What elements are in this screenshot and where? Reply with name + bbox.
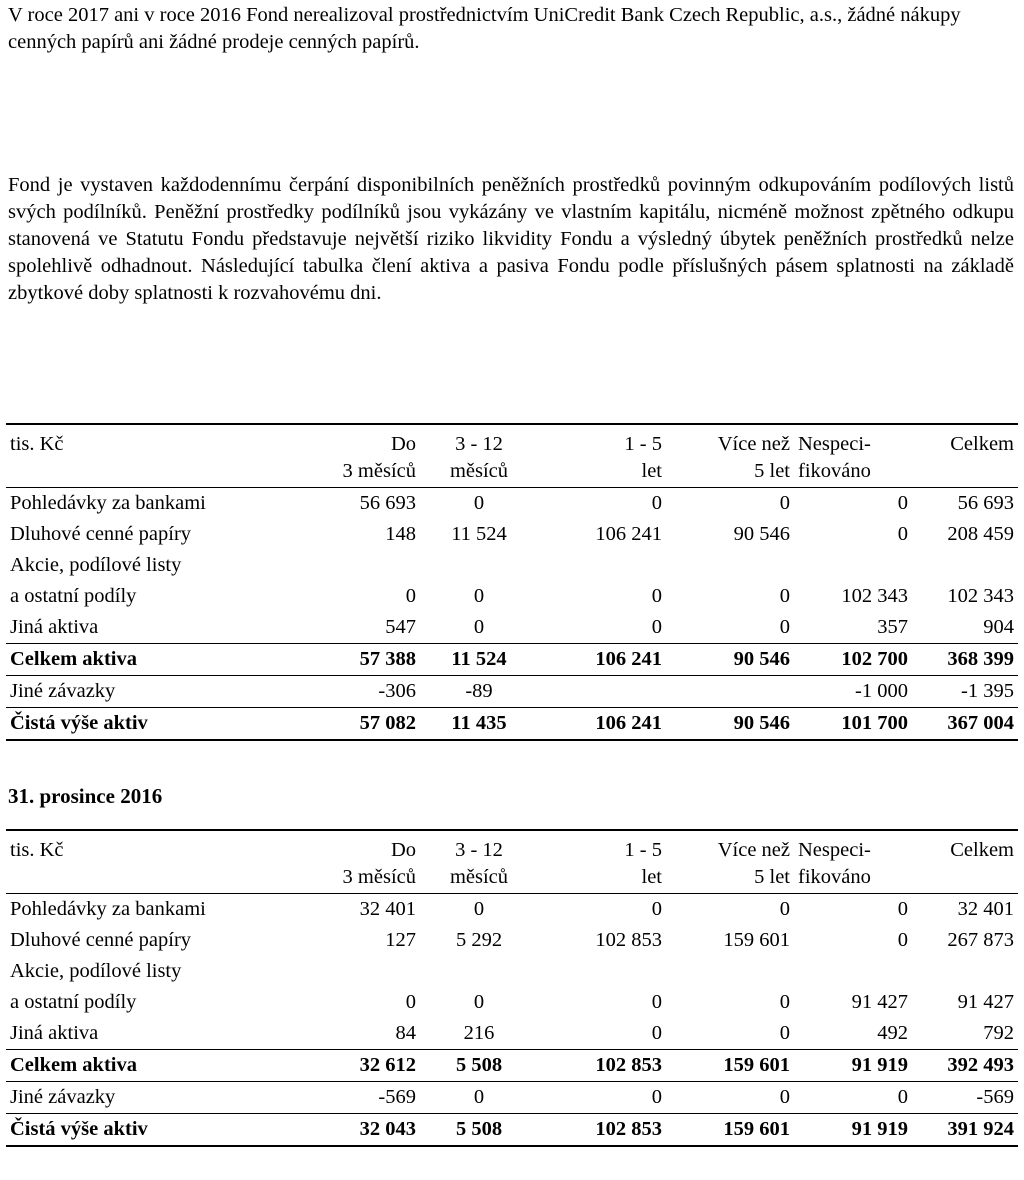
cell: 32 043 [306,1114,420,1147]
cell: 106 241 [595,523,662,545]
table-row [6,550,1018,581]
col-subheader-mesicu: měsíců [420,458,538,488]
cell: 0 [473,492,485,514]
row-label: Celkem aktiva [6,1050,306,1082]
cell: 84 [306,1018,420,1050]
cell: 0 [666,612,794,644]
table-row [6,581,1018,612]
col-subheader-mesicu: měsíců [420,864,538,894]
col-header-do: Do [306,830,420,864]
col-subheader-fikovano: fikováno [794,458,912,488]
row-label: Čistá výše aktiv [6,1114,306,1147]
table-row [6,956,1018,987]
cell: 102 853 [538,1050,666,1082]
cell: -569 [306,1082,420,1114]
cell [912,956,1018,987]
cell: 0 [651,492,662,514]
cell: 547 [306,612,420,644]
cell: 5 508 [420,1050,538,1082]
cell: 90 546 [666,708,794,741]
cell: 90 546 [666,644,794,676]
cell: 0 [779,898,790,920]
cell: 0 [779,991,790,1013]
cell [420,956,538,987]
cell: 11 524 [420,644,538,676]
row-label: a ostatní podíly [10,991,137,1013]
cell: 11 435 [420,708,538,741]
section-title-2016: 31. prosince 2016 [8,784,163,808]
cell: -1 395 [912,676,1018,708]
cell: 102 343 [841,585,908,607]
cell: 91 919 [794,1050,912,1082]
cell: 57 388 [306,644,420,676]
cell: 91 427 [851,991,908,1013]
row-label: Celkem aktiva [6,644,306,676]
cell: 792 [912,1018,1018,1050]
cell [666,956,794,987]
cell: 904 [912,612,1018,644]
cell: 32 401 [359,898,416,920]
cell: 102 343 [947,585,1014,607]
cell [306,956,420,987]
row-label: Dluhové cenné papíry [10,523,192,545]
cell: 91 427 [957,991,1014,1013]
cell [420,550,538,581]
cell: 5 508 [420,1114,538,1147]
cell: 127 [385,929,416,951]
cell: 0 [897,492,908,514]
col-subheader-3-mesicu: 3 měsíců [306,864,420,894]
cell: -569 [912,1082,1018,1114]
cell: 0 [405,991,416,1013]
cell: 0 [420,1082,538,1114]
row-label: Jiné závazky [6,676,306,708]
cell: 102 853 [538,1114,666,1147]
col-header-nespeci: Nespeci- [794,830,912,864]
cell: 0 [666,1082,794,1114]
cell: 106 241 [538,644,666,676]
cell [538,676,666,708]
row-label: Jiná aktiva [6,1018,306,1050]
col-header-vice-nez: Více než [666,830,794,864]
col-subheader-3-mesicu: 3 měsíců [306,458,420,488]
cell: 0 [666,1018,794,1050]
col-subheader-fikovano: fikováno [794,864,912,894]
cell: 32 612 [306,1050,420,1082]
row-label: Pohledávky za bankami [10,492,206,514]
cell: 0 [538,1082,666,1114]
cell: 91 919 [794,1114,912,1147]
table-row [6,1018,1018,1050]
cell [538,550,666,581]
cell: 367 004 [912,708,1018,741]
cell: -1 000 [794,676,912,708]
row-label: Pohledávky za bankami [10,898,206,920]
cell [666,550,794,581]
col-header-1-5: 1 - 5 [538,830,666,864]
cell: 0 [405,585,416,607]
cell: 492 [794,1018,912,1050]
table-row [6,488,1018,520]
col-header-celkem: Celkem [912,424,1018,458]
cell [306,550,420,581]
cell: 0 [897,929,908,951]
cell: -89 [420,676,538,708]
col-subheader-celkem [912,864,1018,894]
cell: 0 [651,991,662,1013]
cell: 0 [473,991,485,1013]
cell: 0 [897,523,908,545]
cell: 159 601 [666,1050,794,1082]
col-header-nespeci: Nespeci- [794,424,912,458]
cell: 102 853 [595,929,662,951]
total-row [6,644,1018,676]
cell [538,956,666,987]
cell: 267 873 [947,929,1014,951]
col-header-3-12: 3 - 12 [420,830,538,864]
cell: 391 924 [912,1114,1018,1147]
cell: 57 082 [306,708,420,741]
maturity-table-2017 [6,423,1018,741]
cell: 0 [651,585,662,607]
col-header-1-5: 1 - 5 [538,424,666,458]
cell: 56 693 [359,492,416,514]
col-subheader-5-let: 5 let [666,458,794,488]
cell: 90 546 [733,523,790,545]
row-label: a ostatní podíly [10,585,137,607]
cell: 0 [779,492,790,514]
row-label: Dluhové cenné papíry [10,929,192,951]
table-row [6,519,1018,550]
intro-paragraph-1: V roce 2017 ani v roce 2016 Fond nerealizoval prostřednictvím UniCredit Bank Czech Republic, a.s., žádné nákupy cenných papírů ani žádné prodeje cenných papírů. [8,4,961,53]
cell [794,550,912,581]
table-row [6,676,1018,708]
unit-header: tis. Kč [6,830,306,864]
cell: 0 [473,898,485,920]
cell: 368 399 [912,644,1018,676]
cell [666,676,794,708]
col-header-do: Do [306,424,420,458]
cell: -306 [306,676,420,708]
row-label: Akcie, podílové listy [10,554,182,576]
table-row [6,612,1018,644]
col-header-3-12: 3 - 12 [420,424,538,458]
cell: 5 292 [455,929,503,951]
cell [912,550,1018,581]
row-label: Čistá výše aktiv [6,708,306,741]
cell: 0 [473,585,485,607]
net-assets-row [6,1114,1018,1147]
col-subheader-5-let: 5 let [666,864,794,894]
table-row [6,894,1018,926]
col-subheader-let: let [538,458,666,488]
cell: 0 [651,898,662,920]
intro-paragraph-2: Fond je vystaven každodennímu čerpání disponibilních peněžních prostředků povinným odkupováním podílových listů svých podílníků. Peněžní prostředky podílníků jsou vykázány ve vlastním kapitálu, nicméně možnost zpětného odkupu stanovená ve Statutu Fondu představuje největší riziko likvidity Fondu a výsledný úbytek peněžních prostředků nelze spolehlivě odhadnout. Následující tabulka člení aktiva a pasiva Fondu podle příslušných pásem splatnosti na základě zbytkové doby splatnosti k rozvahovému dni. [8,174,1014,304]
col-subheader-let: let [538,864,666,894]
cell: 0 [420,612,538,644]
cell: 208 459 [947,523,1014,545]
maturity-table-2016 [6,829,1018,1147]
cell: 11 524 [451,523,507,545]
col-header-celkem: Celkem [912,830,1018,864]
row-label: Akcie, podílové listy [10,960,182,982]
cell: 0 [779,585,790,607]
cell: 32 401 [957,898,1014,920]
cell: 106 241 [538,708,666,741]
table-row [6,1082,1018,1114]
cell: 0 [538,612,666,644]
cell: 159 601 [666,1114,794,1147]
cell: 392 493 [912,1050,1018,1082]
col-header-vice-nez: Více než [666,424,794,458]
net-assets-row [6,708,1018,741]
cell: 159 601 [723,929,790,951]
table-row [6,987,1018,1018]
cell: 0 [897,898,908,920]
row-label: Jiná aktiva [6,612,306,644]
table-row [6,925,1018,956]
cell: 216 [420,1018,538,1050]
row-label: Jiné závazky [6,1082,306,1114]
total-row [6,1050,1018,1082]
cell: 0 [538,1018,666,1050]
cell [794,956,912,987]
cell: 148 [385,523,416,545]
col-subheader-celkem [912,458,1018,488]
cell: 102 700 [794,644,912,676]
cell: 357 [794,612,912,644]
cell: 101 700 [794,708,912,741]
cell: 0 [794,1082,912,1114]
cell: 56 693 [957,492,1014,514]
unit-header: tis. Kč [6,424,306,458]
